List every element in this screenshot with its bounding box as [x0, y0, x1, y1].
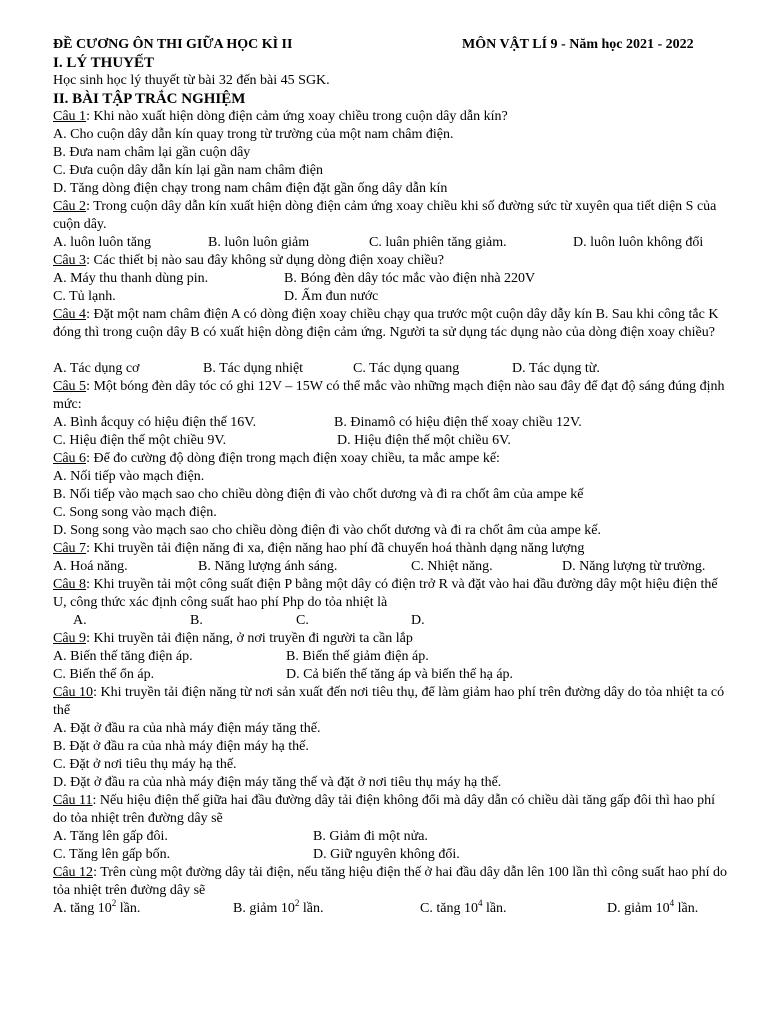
q9-option-b: B. Biến thế giảm điện áp.: [286, 649, 429, 664]
question-9-label: Câu 9: [53, 631, 87, 646]
q4-option-b: B. Tác dụng nhiệt: [203, 361, 304, 376]
header-left-title: ĐỀ CƯƠNG ÔN THI GIỮA HỌC KÌ II: [53, 37, 293, 52]
question-10: [53, 684, 728, 720]
q9-option-a: A. Biến thế tăng điện áp.: [53, 649, 193, 664]
q5-option-d: D. Hiệu điện thế một chiều 6V.: [337, 433, 511, 448]
q8-option-b: B.: [190, 613, 203, 628]
q12-option-a: A. tăng $10^2$ lần.: [53, 898, 141, 916]
q5-option-c: C. Hiệu điện thế một chiều 9V.: [53, 433, 227, 448]
question-3: [53, 252, 728, 270]
q9-option-d: D. Cả biến thế tăng áp và biến thế hạ áp.: [286, 667, 514, 682]
q9-option-c: C. Biến thế ổn áp.: [53, 667, 155, 682]
q3-options-ab: [53, 270, 728, 288]
question-5-text: : Một bóng đèn dây tóc có ghi 12V – 15W có thể mắc vào những mạch điện nào sau đây để đạt độ sáng đúng định mức:: [53, 379, 725, 412]
q11-options-ab: [53, 828, 728, 846]
q3-options-cd: [53, 288, 728, 306]
q2-options: [53, 234, 728, 252]
q5-option-a: A. Bình ắcquy có hiệu điện thế 16V.: [53, 415, 257, 430]
question-2-label: Câu 2: [53, 199, 87, 214]
q8-option-c: C.: [296, 613, 309, 628]
q1-option-c: C. Đưa cuộn dây dẫn kín lại gần nam châm điện: [53, 163, 324, 178]
question-7-text: : Khi truyền tải điện năng đi xa, điện năng hao phí đã chuyển hoá thành dạng năng lượng: [86, 541, 585, 556]
question-11-label: Câu 11: [53, 793, 93, 808]
q7-option-b: B. Năng lượng ánh sáng.: [198, 559, 338, 574]
q2-option-b: B. luôn luôn giảm: [208, 235, 310, 250]
q11-option-a: A. Tăng lên gấp đôi.: [53, 829, 168, 844]
q2-option-a: A. luôn luôn tăng: [53, 235, 151, 250]
question-12: [53, 864, 728, 900]
q6-option-c: C. Song song vào mạch điện.: [53, 505, 217, 520]
q12-option-d: D. giảm $10^4$ lần.: [607, 898, 699, 916]
q10-option-c: C. Đặt ở nơi tiêu thụ máy hạ thế.: [53, 757, 237, 772]
question-5: [53, 378, 728, 414]
question-1: [53, 108, 728, 126]
q11-option-d: D. Giữ nguyên không đổi.: [313, 847, 460, 862]
section-theory-title: I. LÝ THUYẾT: [53, 55, 155, 71]
question-1-label: Câu 1: [53, 109, 87, 124]
q7-option-a: A. Hoá năng.: [53, 559, 128, 574]
question-7: [53, 540, 728, 558]
question-12-text: : Trên cùng một đường dây tải điện, nếu tăng hiệu điện thế ở hai đầu dây dẫn lên 100 lần thì công suất hao phí do tỏa nhiệt trên đường dây sẽ: [53, 865, 728, 898]
q4-option-a: A. Tác dụng cơ: [53, 361, 140, 376]
q1-option-b: B. Đưa nam châm lại gần cuộn dây: [53, 145, 251, 160]
q10-option-a: A. Đặt ở đầu ra của nhà máy điện máy tăng thế.: [53, 721, 321, 736]
q6-option-b: B. Nối tiếp vào mạch sao cho chiều dòng điện đi vào chốt dương và đi ra chốt âm của ampe kế: [53, 487, 584, 502]
q12-options: [53, 900, 728, 918]
q7-option-c: C. Nhiệt năng.: [411, 559, 493, 574]
q12-option-b: B. giảm $10^2$ lần.: [233, 898, 324, 916]
question-6-text: : Để đo cường độ dòng điện trong mạch điện xoay chiều, ta mắc ampe kế:: [86, 451, 500, 466]
q10-option-b: B. Đặt ở đầu ra của nhà máy điện máy hạ thế.: [53, 739, 309, 754]
question-4-label: Câu 4: [53, 307, 87, 322]
q7-option-d: D. Năng lượng từ trường.: [562, 559, 706, 574]
q4-option-c: C. Tác dụng quang: [353, 361, 460, 376]
header-right-title: MÔN VẬT LÍ 9 - Năm học 2021 - 2022: [462, 37, 694, 52]
question-8-label: Câu 8: [53, 577, 87, 592]
q1-option-a: A. Cho cuộn dây dẫn kín quay trong từ trường của một nam châm điện.: [53, 127, 454, 142]
q7-options: [53, 558, 728, 576]
section-theory-text: Học sinh học lý thuyết từ bài 32 đến bài 45 SGK.: [53, 73, 330, 88]
q3-option-a: A. Máy thu thanh dùng pin.: [53, 271, 209, 286]
q6-option-a: A. Nối tiếp vào mạch điện.: [53, 469, 205, 484]
question-5-label: Câu 5: [53, 379, 87, 394]
q11-options-cd: [53, 846, 728, 864]
q3-option-c: C. Tủ lạnh.: [53, 289, 116, 304]
question-4: [53, 306, 728, 360]
q3-option-b: B. Bóng đèn dây tóc mắc vào điện nhà 220V: [284, 271, 536, 286]
question-10-text: : Khi truyền tải điện năng từ nơi sản xuất đến nơi tiêu thụ, để làm giảm hao phí trên đường dây do tỏa nhiệt ta có thể: [53, 685, 725, 718]
q8-option-a: A.: [73, 613, 87, 628]
q11-option-c: C. Tăng lên gấp bốn.: [53, 847, 171, 862]
question-8: [53, 576, 728, 612]
question-7-label: Câu 7: [53, 541, 87, 556]
q10-option-d: D. Đặt ở đầu ra của nhà máy điện máy tăng thế và đặt ở nơi tiêu thụ máy hạ thế.: [53, 775, 502, 790]
q5-options-cd: [53, 432, 728, 450]
question-2: [53, 198, 728, 234]
q8-options: [53, 612, 728, 630]
q5-option-b: B. Đinamô có hiệu điện thế xoay chiều 12V.: [334, 415, 582, 430]
question-3-label: Câu 3: [53, 253, 87, 268]
question-1-text: : Khi nào xuất hiện dòng điện cảm ứng xoay chiều trong cuộn dây dẫn kín?: [86, 109, 508, 124]
document-page: [53, 36, 728, 918]
question-9: [53, 630, 728, 648]
question-10-label: Câu 10: [53, 685, 94, 700]
question-11-text: : Nếu hiệu điện thế giữa hai đầu đường dây tải điện không đổi mà dây dẫn có chiều dài tăng gấp đôi thì hao phí do tỏa nhiệt trên đường dây sẽ: [53, 793, 716, 826]
question-6-label: Câu 6: [53, 451, 87, 466]
q12-option-c: C. tăng $10^4$ lần.: [420, 898, 507, 916]
q11-option-b: B. Giảm đi một nửa.: [313, 829, 428, 844]
q8-option-d: D.: [411, 613, 425, 628]
q9-options-cd: [53, 666, 728, 684]
q4-options: [53, 360, 728, 378]
question-11: [53, 792, 728, 828]
question-4-text: : Đặt một nam châm điện A có dòng điện xoay chiều chạy qua trước một cuộn dây dẫy kín B. Sau khi công tắc K đóng thì trong cuộn dây B có xuất hiện dòng điện cảm ứng. Người ta sử dụng tác dụng nào của dòng điện xoay chiều?: [53, 307, 719, 340]
q2-option-d: D. luôn luôn không đổi: [573, 235, 704, 250]
q1-option-d: D. Tăng dòng điện chạy trong nam châm điện đặt gần ống dây dẫn kín: [53, 181, 448, 196]
question-12-label: Câu 12: [53, 865, 94, 880]
q9-options-ab: [53, 648, 728, 666]
question-9-text: : Khi truyền tải điện năng, ở nơi truyền đi người ta cần lắp: [86, 631, 413, 646]
q3-option-d: D. Ấm đun nước: [284, 289, 379, 304]
question-3-text: : Các thiết bị nào sau đây không sử dụng dòng điện xoay chiều?: [86, 253, 444, 268]
section-exercises-title: II. BÀI TẬP TRẮC NGHIỆM: [53, 91, 246, 107]
q5-options-ab: [53, 414, 728, 432]
q2-option-c: C. luân phiên tăng giảm.: [369, 235, 507, 250]
q4-option-d: D. Tác dụng từ.: [512, 361, 600, 376]
question-2-text: : Trong cuộn dây dẫn kín xuất hiện dòng điện cảm ứng xoay chiều khi số đường sức từ xuyên qua tiết diện S của cuộn dây.: [53, 199, 717, 232]
q6-option-d: D. Song song vào mạch sao cho chiều dòng điện đi vào chốt dương và đi ra chốt âm của ampe kế.: [53, 523, 602, 538]
document-header: [53, 36, 728, 54]
question-6: [53, 450, 728, 468]
question-8-text: : Khi truyền tải một công suất điện P bằng một dây có điện trở R và đặt vào hai đầu đường dây một hiệu điện thế U, công thức xác định công suất hao phí Php do tỏa nhiệt là: [53, 577, 718, 610]
